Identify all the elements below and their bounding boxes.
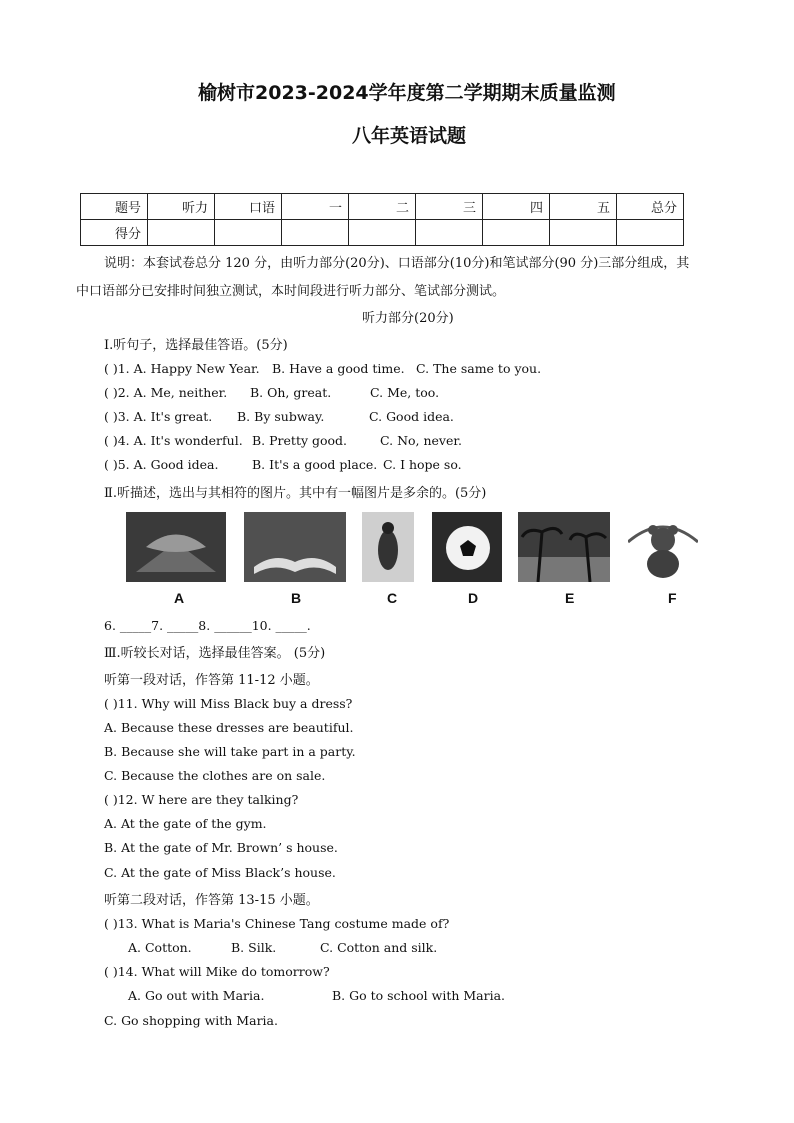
score-header-cell: 口语	[215, 194, 282, 220]
score-cell[interactable]	[617, 220, 684, 246]
score-header-cell: 三	[416, 194, 483, 220]
score-cell[interactable]	[282, 220, 349, 246]
exam-subtitle: 八年英语试题	[352, 125, 467, 147]
q14-option: B. Go to school with Maria.	[332, 988, 506, 1003]
q2-option-c: C. Me, too.	[370, 385, 440, 400]
score-table-score-row	[81, 220, 684, 246]
butterfly-picture	[126, 512, 226, 582]
score-table	[80, 193, 684, 246]
picture-label-b: B	[291, 590, 302, 606]
beach-picture	[518, 512, 610, 582]
picture-label-c: C	[387, 590, 398, 606]
teddy-bear-picture	[628, 512, 698, 582]
picture-label-e: E	[565, 590, 575, 606]
score-header-cell: 听力	[148, 194, 215, 220]
score-cell[interactable]	[416, 220, 483, 246]
picture-label-d: D	[468, 590, 479, 606]
book-picture	[244, 512, 346, 582]
score-header-cell: 五	[550, 194, 617, 220]
score-header-cell: 总分	[617, 194, 684, 220]
score-cell[interactable]	[215, 220, 282, 246]
part1-heading: Ⅰ.听句子，选择最佳答语。(5分)	[104, 338, 288, 353]
score-table-header-row	[81, 194, 684, 220]
score-cell[interactable]	[148, 220, 215, 246]
part2-heading: Ⅱ.听描述，选出与其相符的图片。其中有一幅图片是多余的。(5分)	[104, 486, 487, 501]
score-header-cell: 一	[282, 194, 349, 220]
score-cell[interactable]	[483, 220, 550, 246]
q5-option-a: ( )5. A. Good idea.	[104, 457, 219, 472]
q4-option-c: C. No, never.	[380, 433, 462, 448]
bird-picture	[362, 512, 414, 582]
q5-option-c: C. I hope so.	[383, 457, 462, 472]
q4-option-b: B. Pretty good.	[252, 433, 348, 448]
q2-option-a: ( )2. A. Me, neither.	[104, 385, 228, 400]
q3-option-c: C. Good idea.	[369, 409, 454, 424]
dialogue1-intro: 听第一段对话，作答第 11-12 小题。	[104, 673, 319, 688]
q1-option-c: C. The same to you.	[416, 361, 542, 376]
q12-option: A. At the gate of the gym.	[104, 816, 267, 831]
score-cell[interactable]	[550, 220, 617, 246]
q12-option: C. At the gate of Miss Black’s house.	[104, 865, 336, 880]
q1-option-a: ( )1. A. Happy New Year.	[104, 361, 260, 376]
q11-option: C. Because the clothes are on sale.	[104, 768, 326, 783]
soccer-ball-picture	[432, 512, 502, 582]
q13-question: ( )13. What is Maria's Chinese Tang costume made of?	[104, 916, 450, 931]
picture-label-a: A	[174, 590, 185, 606]
q1-option-b: B. Have a good time.	[272, 361, 405, 376]
picture-label-f: F	[668, 590, 677, 606]
exam-title: 榆树市2023-2024学年度第二学期期末质量监测	[198, 82, 616, 104]
part2-answer-blanks[interactable]: 6. _____7. _____8. ______10. _____.	[104, 618, 311, 633]
q13-option: B. Silk.	[231, 940, 277, 955]
instructions-line-1: 说明：本套试卷总分 120 分，由听力部分(20分)、口语部分(10分)和笔试部分(90 分)三部分组成，其	[104, 256, 690, 271]
part3-heading: Ⅲ.听较长对话，选择最佳答案。 (5分)	[104, 646, 326, 661]
q11-question: ( )11. Why will Miss Black buy a dress?	[104, 696, 353, 711]
dialogue2-intro: 听第二段对话，作答第 13-15 小题。	[104, 893, 319, 908]
q2-option-b: B. Oh, great.	[250, 385, 332, 400]
q12-question: ( )12. W here are they talking?	[104, 792, 299, 807]
q13-option: C. Cotton and silk.	[320, 940, 438, 955]
instructions-line-2: 中口语部分已安排时间独立测试，本时间段进行听力部分、笔试部分测试。	[76, 284, 506, 299]
q14-option: A. Go out with Maria.	[128, 988, 265, 1003]
score-row-label: 得分	[81, 220, 148, 246]
q14-option: C. Go shopping with Maria.	[104, 1013, 278, 1028]
q12-option: B. At the gate of Mr. Brown’ s house.	[104, 840, 338, 855]
q11-option: B. Because she will take part in a party.	[104, 744, 356, 759]
score-header-cell: 题号	[81, 194, 148, 220]
q5-option-b: B. It's a good place.	[252, 457, 378, 472]
section-listening-heading: 听力部分(20分)	[362, 311, 454, 326]
q3-option-a: ( )3. A. It's great.	[104, 409, 213, 424]
q14-question: ( )14. What will Mike do tomorrow?	[104, 964, 330, 979]
score-header-cell: 四	[483, 194, 550, 220]
q11-option: A. Because these dresses are beautiful.	[104, 720, 354, 735]
q3-option-b: B. By subway.	[237, 409, 325, 424]
q13-option: A. Cotton.	[128, 940, 192, 955]
q4-option-a: ( )4. A. It's wonderful.	[104, 433, 243, 448]
score-header-cell: 二	[349, 194, 416, 220]
score-cell[interactable]	[349, 220, 416, 246]
